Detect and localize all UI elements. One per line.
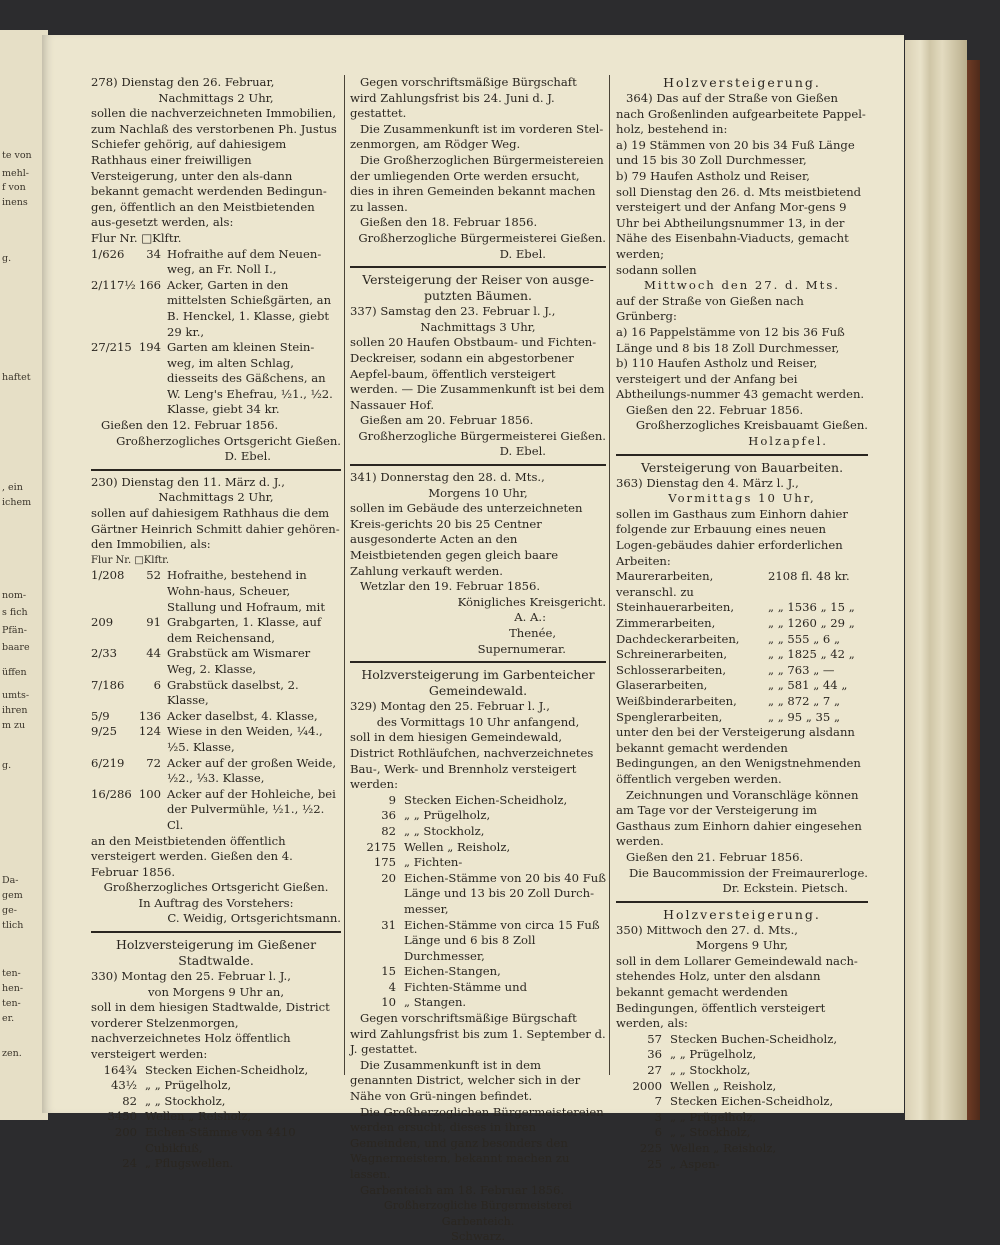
heading-363: Versteigerung von Bauarbeiten.	[640, 459, 844, 475]
work-type: Schlosserarbeiten,	[616, 662, 727, 677]
ad-337-time: Nachmittags 3 Uhr,	[420, 319, 536, 334]
wood-item	[616, 1063, 868, 1079]
wood-quantity: 200	[114, 1125, 137, 1139]
divider	[91, 931, 341, 933]
wood-quantity: 20	[381, 870, 396, 885]
parcel-row	[91, 787, 341, 834]
column-2	[350, 75, 606, 1245]
wood-description: „ „ Stockholz,	[670, 1125, 751, 1140]
ad-230-body: sollen auf dahiesigem Rathhaus die dem Gärtner Heinrich Schmitt dahier gehören-den Immobilien, als:	[91, 506, 340, 552]
edge-fragment: zen.	[2, 1048, 22, 1059]
wood-quantity: 10	[381, 995, 396, 1010]
parcel-row	[91, 247, 341, 278]
parcel-description: Acker auf der großen Weide, ½2., ⅓3. Klasse,	[167, 755, 337, 786]
wood-item	[91, 1063, 341, 1079]
ad-329-list	[350, 793, 606, 1011]
wood-description: „ Stangen.	[404, 995, 467, 1010]
parcel-number: 6/219	[91, 755, 125, 770]
work-type: Steinhauerarbeiten,	[616, 600, 735, 615]
work-cost: „ „ 1260 „ 29 „	[768, 616, 855, 630]
heading-330: Holzversteigerung im Gießener Stadtwalde.	[115, 937, 317, 969]
wood-description: „ „ Stockholz,	[404, 823, 485, 838]
cost-row	[616, 663, 868, 679]
edge-fragment: ge-	[2, 905, 17, 916]
wood-quantity: 4	[388, 979, 396, 994]
ad-341-place-date: Wetzlar den 19. Februar 1856.	[360, 579, 541, 594]
ad-337-signature: Großherzogliche Bürgermeisterei Gießen.	[358, 428, 606, 443]
wood-description: Wellen „ Reisholz,	[670, 1078, 777, 1093]
parcel-row	[91, 724, 341, 755]
wood-quantity: 82	[122, 1093, 137, 1108]
parcel-description: Grabstück daselbst, 2. Klasse,	[167, 677, 299, 708]
ad-278-name: D. Ebel.	[224, 449, 271, 464]
wood-description: „ „ Stockholz,	[670, 1063, 751, 1078]
wood-description: Wellen „ Reisholz,	[670, 1141, 777, 1155]
heading-337: Versteigerung der Reiser von ausge-putzten Bäumen.	[362, 272, 594, 304]
divider	[350, 661, 606, 663]
ad-330-cont-2: Die Zusammenkunft ist im vorderen Stel-zenmorgen, am Rödger Weg.	[350, 121, 604, 152]
ad-230-time: Nachmittags 2 Uhr,	[158, 490, 274, 505]
edge-fragment: ten-	[2, 968, 21, 979]
work-type: Glaserarbeiten,	[616, 678, 708, 693]
parcel-number: 1/626	[91, 246, 125, 261]
work-cost: „ „ 1825 „ 42 „	[768, 647, 855, 662]
work-type: Schreinerarbeiten,	[616, 647, 728, 662]
ad-363-name: Dr. Eckstein. Pietsch.	[722, 881, 848, 896]
parcel-size: 6	[153, 677, 161, 692]
ad-329-tail-2: Die Zusammenkunft ist in dem genannten District, welcher sich in der Nähe von Grü-ningen befindet.	[350, 1057, 581, 1104]
page-edges	[905, 40, 967, 1120]
ad-329-tail: Gegen vorschriftsmäßige Bürgschaft wird Zahlungsfrist bis zum 1. September d. J. gestattet.	[350, 1011, 606, 1057]
heading-329: Holzversteigerung im Garbenteicher Gemeindewald.	[361, 667, 595, 699]
ad-364-name: Holzapfel.	[748, 434, 828, 449]
wood-item	[350, 824, 606, 840]
parcel-description: Acker daselbst, 4. Klasse,	[167, 708, 318, 723]
wood-item	[616, 1032, 868, 1048]
work-type: Dachdeckerarbeiten,	[616, 631, 740, 646]
edge-fragment: ten-	[2, 998, 21, 1009]
cost-row	[616, 678, 868, 694]
ad-337-date: 337) Samstag den 23. Februar l. J.,	[350, 304, 556, 319]
parcel-number: 2/33	[91, 646, 118, 661]
ad-278-place-date: Gießen den 12. Februar 1856.	[101, 418, 279, 433]
parcel-size: 136	[138, 708, 161, 723]
work-cost: „ „ 555 „ 6 „	[768, 631, 840, 646]
ad-278-time: Nachmittags 2 Uhr,	[158, 90, 274, 105]
ad-330-date: 330) Montag den 25. Februar l. J.,	[91, 969, 291, 984]
parcel-number: 2/117½	[91, 277, 136, 292]
wood-quantity: 43½	[111, 1078, 137, 1093]
ad-350-body: soll in dem Lollarer Gemeindewald nach-stehendes Holz, unter den alsdann bekannt gemacht werdenden Bedingungen, öffentlich versteigert werden, als:	[616, 953, 858, 1031]
parcel-size: 91	[146, 615, 161, 630]
wood-item	[616, 1047, 868, 1063]
wood-description: Wellen „ Reisholz,	[404, 839, 511, 854]
wood-item	[350, 995, 606, 1011]
edge-fragment: s fich	[2, 607, 28, 618]
ad-230-name: C. Weidig, Ortsgerichtsmann.	[167, 911, 341, 926]
wood-item	[616, 1110, 868, 1126]
wood-item	[350, 855, 606, 871]
wood-description: Eichen-Stämme von 4410 Cubikfuß,	[145, 1125, 296, 1155]
wood-quantity: 82	[381, 823, 396, 838]
ad-364-g: a) 16 Pappelstämme von 12 bis 36 Fuß Länge und 8 bis 18 Zoll Durchmesser,	[616, 324, 845, 355]
divider	[616, 901, 868, 903]
parcel-number: 1/208	[91, 568, 125, 583]
ad-350-list	[616, 1032, 868, 1172]
wood-description: Wellen „ Reisholz,	[145, 1109, 252, 1124]
wood-item	[616, 1094, 868, 1110]
parcel-row	[91, 615, 341, 646]
parcel-description: Acker auf der Hohleiche, bei der Pulvermühle, ½1., ½2. Cl.	[167, 786, 336, 832]
wood-quantity: 9	[388, 792, 396, 807]
previous-page-edge	[0, 30, 48, 1120]
wood-quantity: 175	[373, 855, 396, 870]
heading-364: Holzversteigerung.	[663, 75, 821, 90]
parcel-size: 124	[138, 724, 161, 739]
cost-row	[616, 600, 868, 616]
cost-row	[616, 694, 868, 710]
ad-330-place-date: Gießen den 18. Februar 1856.	[360, 215, 538, 230]
parcel-number: 209	[91, 615, 114, 630]
ad-230-tail: an den Meistbietenden öffentlich versteigert werden. Gießen den 4. Februar 1856.	[91, 833, 293, 879]
ad-364-d: sodann sollen	[616, 262, 697, 277]
parcel-size: 166	[138, 277, 161, 292]
wood-description: „ „ Prügelholz,	[670, 1109, 757, 1124]
ad-330-list	[91, 1063, 341, 1172]
wood-description: „ Pflugswellen.	[145, 1156, 234, 1171]
edge-fragment: m zu	[2, 720, 26, 731]
cost-row	[616, 616, 868, 632]
ad-341-name: Thenée,	[509, 626, 556, 640]
ad-364-b: b) 79 Haufen Astholz und Reiser,	[616, 168, 810, 183]
parcel-description: Grabgarten, 1. Klasse, auf dem Reichensand,	[167, 615, 322, 645]
edge-fragment: tlich	[2, 920, 24, 931]
heading-350: Holzversteigerung.	[663, 906, 821, 922]
parcel-number: 16/286	[91, 786, 132, 801]
wood-quantity: 36	[647, 1047, 662, 1062]
ad-278-body: sollen die nachverzeichneten Immobilien, zum Nachlaß des verstorbenen Ph. Justus Schiefer gehörig, auf dahiesigem Rathhaus einer freiwilligen Versteigerung, unter den als-dann bekannt gemacht werdenden Bedingun-gen, öffentlich an den Meistbietenden aus-gesetzt werden, als:	[91, 106, 337, 230]
ad-364-e: Mittwoch den 27. d. Mts.	[644, 278, 840, 293]
ad-363-body: sollen im Gasthaus zum Einhorn dahier folgende zur Erbauung eines neuen Logen-gebäudes dahier erforderlichen Arbeiten:	[616, 506, 848, 568]
wood-quantity: 27	[647, 1063, 662, 1078]
ad-330-body: soll in dem hiesigen Stadtwalde, District vorderer Stelzenmorgen, nachverzeichnetes Holz öffentlich versteigert werden:	[91, 1000, 330, 1062]
wood-description: Eichen-Stangen,	[404, 964, 501, 979]
wood-description: „ Fichten-	[404, 855, 463, 870]
edge-fragment: umts-	[2, 690, 30, 701]
ad-350-time: Morgens 9 Uhr,	[695, 938, 789, 953]
edge-fragment: te von	[2, 150, 32, 161]
ad-330-cont-3: Die Großherzoglichen Bürgermeistereien der umliegenden Orte werden ersucht, dies in ihren Gemeinden bekannt machen zu lassen.	[350, 152, 604, 214]
column-1	[91, 75, 341, 1172]
ad-337-name: D. Ebel.	[499, 444, 546, 459]
wood-quantity: 36	[381, 808, 396, 823]
wood-quantity: 3	[654, 1109, 662, 1124]
parcel-row	[91, 278, 341, 340]
ad-364-h: b) 110 Haufen Astholz und Reiser,	[616, 356, 818, 371]
wood-item	[616, 1157, 868, 1173]
parcel-row	[91, 678, 341, 709]
wood-description: „ „ Prügelholz,	[145, 1078, 232, 1093]
parcel-description: Hofraithe, bestehend in Wohn-haus, Scheuer, Stallung und Hofraum, mit	[167, 568, 326, 614]
parcel-size: 34	[146, 246, 161, 261]
wood-item	[350, 980, 606, 996]
ad-341-signature-2: A. A.:	[514, 610, 546, 625]
edge-fragment: nom-	[2, 590, 27, 601]
wood-quantity: 15	[381, 964, 396, 979]
edge-fragment: gem	[2, 890, 23, 901]
wood-description: Stecken Eichen-Scheidholz,	[404, 792, 568, 807]
parcel-number: 27/215	[91, 340, 132, 355]
wood-item	[350, 964, 606, 980]
ad-363-time: Vormittags 10 Uhr,	[668, 491, 816, 506]
divider	[350, 464, 606, 466]
wood-description: „ „ Prügelholz,	[670, 1047, 757, 1062]
wood-item	[91, 1109, 341, 1125]
ad-364-place-date: Gießen den 22. Februar 1856.	[626, 402, 804, 417]
ad-350-date: 350) Mittwoch den 27. d. Mts.,	[616, 922, 798, 937]
wood-quantity: 6	[654, 1125, 662, 1140]
wood-item	[91, 1156, 341, 1172]
column-3	[616, 75, 868, 1172]
wood-quantity: 164¾	[103, 1062, 137, 1077]
wood-item	[350, 808, 606, 824]
cost-row	[616, 569, 868, 600]
edge-fragment: ichem	[2, 497, 32, 508]
ad-230-signature-2: In Auftrag des Vorstehers:	[138, 895, 294, 910]
ad-329-time: des Vormittags 10 Uhr anfangend,	[376, 714, 580, 729]
ad-330-name: D. Ebel.	[499, 246, 546, 261]
ad-329-body: soll in dem hiesigen Gemeindewald, District Rothläufchen, nachverzeichnetes Bau-, Werk- und Brennholz versteigert werden:	[350, 730, 594, 792]
wood-description: „ „ Stockholz,	[145, 1093, 226, 1108]
parcel-description: Hofraithe auf dem Neuen-weg, an Fr. Noll I.,	[167, 246, 322, 277]
ad-230-table	[91, 568, 341, 833]
ad-329-date: 329) Montag den 25. Februar l. J.,	[350, 699, 550, 714]
parcel-size: 72	[146, 755, 161, 770]
edge-fragment: hen-	[2, 983, 24, 994]
ad-278-table	[91, 247, 341, 419]
ad-230-table-header: Flur Nr. □Klftr.	[91, 554, 170, 566]
ad-363-signature: Die Baucommission der Freimaurerloge.	[629, 865, 868, 880]
ad-278-table-header: Flur Nr. □Klftr.	[91, 230, 182, 245]
ad-364-body: 364) Das auf der Straße von Gießen nach Großenlinden aufgearbeitete Pappel-holz, bestehend in:	[616, 91, 866, 137]
work-cost: „ „ 581 „ 44 „	[768, 678, 848, 693]
wood-item	[91, 1078, 341, 1094]
parcel-description: Grabstück am Wismarer Weg, 2. Klasse,	[167, 646, 311, 676]
ad-341-signature: Königliches Kreisgericht.	[457, 594, 606, 609]
edge-fragment: g.	[2, 253, 12, 264]
parcel-row	[91, 568, 341, 615]
ad-363-cost-table	[616, 569, 868, 725]
parcel-number: 5/9	[91, 708, 110, 723]
edge-fragment: er.	[2, 1013, 15, 1024]
work-cost: „ „ 95 „ 35 „	[768, 709, 840, 724]
ad-230-date: 230) Dienstag den 11. März d. J.,	[91, 474, 285, 489]
wood-description: Eichen-Stämme von circa 15 Fuß Länge und 6 bis 8 Zoll Durchmesser,	[404, 917, 600, 963]
ad-230-signature: Großherzogliches Ortsgericht Gießen.	[103, 880, 329, 895]
newspaper-page	[42, 35, 904, 1244]
wood-description: Fichten-Stämme und	[404, 979, 528, 994]
wood-item	[350, 793, 606, 809]
wood-quantity: 2000	[632, 1078, 662, 1093]
ad-341-body: sollen im Gebäude des unterzeichneten Kreis-gerichts 20 bis 25 Centner ausgesonderte Acten an den Meistbietenden gegen gleich baare Zahlung verkauft werden.	[350, 501, 583, 578]
work-type: Weißbinderarbeiten,	[616, 693, 737, 708]
ad-364-i: versteigert und der Anfang bei Abtheilungs-nummer 43 gemacht werden.	[616, 371, 865, 402]
ad-329-name: Schwarz.	[450, 1229, 506, 1244]
ad-341-date: 341) Donnerstag den 28. d. Mts.,	[350, 470, 545, 485]
parcel-description: Garten am kleinen Stein-weg, im alten Schlag, diesseits des Gäßchens, an W. Leng's Ehefrau, ½1., ½2. Klasse, giebt 34 kr.	[167, 340, 333, 417]
ad-337-place-date: Gießen am 20. Februar 1856.	[360, 413, 534, 428]
work-cost: 2108 fl. 48 kr.	[768, 569, 850, 584]
column-rule	[344, 75, 345, 1075]
parcel-number: 7/186	[91, 677, 125, 692]
cost-row	[616, 710, 868, 726]
wood-description: „ Aspen-	[670, 1156, 720, 1171]
wood-item	[350, 918, 606, 965]
edge-fragment: mehl-	[2, 168, 29, 179]
ad-363-tail-2: Zeichnungen und Voranschläge können am Tage vor der Versteigerung im Gasthaus zum Einhorn dahier eingesehen werden.	[616, 787, 862, 849]
parcel-size: 52	[146, 568, 161, 583]
wood-item	[616, 1125, 868, 1141]
ad-364-a: a) 19 Stämmen von 20 bis 34 Fuß Länge und 15 bis 30 Zoll Durchmesser,	[616, 137, 855, 168]
work-type: Spenglerarbeiten,	[616, 709, 723, 724]
ad-330-time: von Morgens 9 Uhr an,	[147, 984, 285, 999]
ad-363-date: 363) Dienstag den 4. März l. J.,	[616, 475, 799, 490]
parcel-row	[91, 709, 341, 725]
parcel-number: 9/25	[91, 724, 118, 739]
ad-363-place-date: Gießen den 21. Februar 1856.	[626, 849, 804, 864]
ad-337-body: sollen 20 Haufen Obstbaum- und Fichten-Deckreiser, sodann ein abgestorbener Aepfel-baum, öffentlich versteigert werden. — Die Zusammenkunft ist bei dem Nassauer Hof.	[350, 335, 605, 412]
edge-fragment: üffen	[2, 667, 27, 678]
parcel-row	[91, 646, 341, 677]
divider	[91, 469, 341, 471]
parcel-size: 194	[138, 340, 161, 355]
wood-quantity: 7	[654, 1094, 662, 1109]
parcel-row	[91, 340, 341, 418]
divider	[350, 266, 606, 268]
ad-364-c: soll Dienstag den 26. d. Mts meistbietend versteigert und der Anfang Mor-gens 9 Uhr bei Abtheilungsnummer 13, in der Nähe des Eisenbahn-Viaducts, gemacht werden;	[616, 184, 862, 261]
wood-description: Eichen-Stämme von 20 bis 40 Fuß Länge und 13 bis 20 Zoll Durch-messer,	[404, 870, 607, 916]
edge-fragment: inens	[2, 197, 28, 208]
work-cost: „ „ 763 „ —	[768, 662, 835, 677]
ad-341-role: Supernumerar.	[477, 641, 566, 656]
parcel-size: 100	[138, 786, 161, 801]
edge-fragment: , ein	[2, 482, 23, 493]
wood-description: Stecken Eichen-Scheidholz,	[145, 1062, 309, 1077]
wood-item	[350, 871, 606, 918]
wood-item	[350, 840, 606, 856]
ad-329-tail-3: Die Großherzoglichen Bürgermeistereien werden ersucht, dieses in ihren Gemeinden, und ganz besonders den Wagnermeistern, bekannt machen zu lassen.	[350, 1104, 604, 1181]
wood-quantity: 31	[381, 917, 396, 932]
edge-fragment: f von	[2, 182, 26, 193]
wood-quantity: 25	[647, 1156, 662, 1171]
column-rule	[609, 75, 610, 1075]
edge-fragment: ihren	[2, 705, 28, 716]
ad-341-time: Morgens 10 Uhr,	[428, 485, 528, 500]
wood-item	[91, 1125, 341, 1156]
cost-row	[616, 647, 868, 663]
wood-quantity: 2175	[366, 839, 396, 854]
wood-quantity: 225	[639, 1141, 662, 1155]
wood-item	[616, 1141, 868, 1157]
ad-278-signature: Großherzogliches Ortsgericht Gießen.	[116, 433, 341, 448]
wood-item	[616, 1079, 868, 1095]
wood-description: „ „ Prügelholz,	[404, 808, 491, 823]
ad-330-cont: Gegen vorschriftsmäßige Bürgschaft wird Zahlungsfrist bis 24. Juni d. J. gestattet.	[350, 75, 577, 121]
edge-fragment: haftet	[2, 372, 31, 383]
edge-fragment: g.	[2, 760, 12, 771]
wood-description: Stecken Buchen-Scheidholz,	[670, 1031, 838, 1046]
ad-278-date: 278) Dienstag den 26. Februar,	[91, 75, 275, 89]
parcel-size: 44	[146, 646, 161, 661]
work-cost: „ „ 1536 „ 15 „	[768, 600, 855, 615]
parcel-row	[91, 756, 341, 787]
edge-fragment: Da-	[2, 875, 19, 886]
wood-description: Stecken Eichen-Scheidholz,	[670, 1094, 834, 1109]
ad-329-signature: Großherzogliche Bürgermeisterei Garbenteich.	[383, 1199, 573, 1228]
ad-329-place-date: Garbenteich am 18. Februar 1856.	[360, 1182, 565, 1197]
parcel-description: Acker, Garten in den mittelsten Schießgärten, an B. Henckel, 1. Klasse, giebt 29 kr.,	[167, 277, 332, 339]
cost-row	[616, 632, 868, 648]
wood-quantity: 3450	[107, 1109, 137, 1124]
work-cost: „ „ 872 „ 7 „	[768, 693, 840, 708]
edge-fragment: baare	[2, 642, 30, 653]
edge-fragment: Pfän-	[2, 625, 27, 636]
ad-330-signature: Großherzogliche Bürgermeisterei Gießen.	[358, 230, 606, 245]
wood-item	[91, 1094, 341, 1110]
ad-364-f: auf der Straße von Gießen nach Grünberg:	[616, 293, 804, 324]
parcel-description: Wiese in den Weiden, ¼4., ½5. Klasse,	[167, 724, 323, 754]
ad-363-tail: unter den bei der Versteigerung alsdann bekannt gemacht werdenden Bedingungen, an den Wenigstnehmenden öffentlich vergeben werden.	[616, 725, 861, 786]
work-type: Maurerarbeiten, veranschl. zu	[616, 569, 714, 599]
divider	[616, 454, 868, 456]
work-type: Zimmerarbeiten,	[616, 616, 716, 630]
wood-quantity: 24	[122, 1156, 137, 1171]
wood-quantity: 57	[647, 1031, 662, 1046]
ad-364-signature: Großherzogliches Kreisbauamt Gießen.	[635, 418, 868, 433]
